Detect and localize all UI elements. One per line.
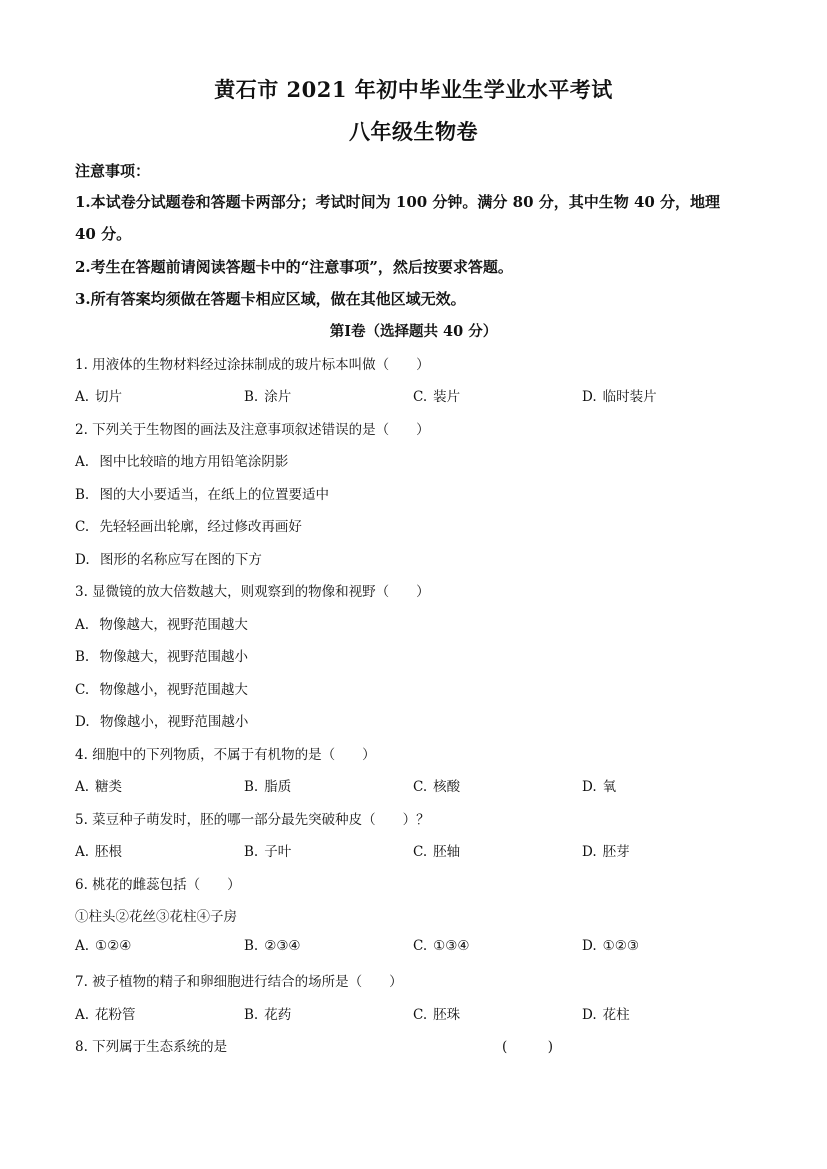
option-d: D. ①②③: [582, 938, 639, 954]
question-4-options: [0, 775, 827, 795]
option-a: A. 胚根: [75, 844, 123, 860]
option-c: C. 核酸: [413, 779, 461, 795]
question-3-option-a: A. 物像越大，视野范围越大: [75, 617, 248, 633]
question-2-option-a: A. 图中比较暗的地方用铅笔涂阴影: [75, 454, 289, 470]
question-7-stem: 7. 被子植物的精子和卵细胞进行结合的场所是（ ）: [75, 974, 403, 990]
option-c: C. 装片: [413, 389, 461, 405]
option-b: B. 子叶: [244, 844, 292, 860]
question-2-option-c: C. 先轻轻画出轮廓，经过修改再画好: [75, 519, 302, 535]
exam-title: 黄石市 2021 年初中毕业生学业水平考试: [214, 77, 613, 102]
answer-bracket: ( ): [502, 1039, 554, 1055]
option-b: B. 脂质: [244, 779, 292, 795]
question-5-stem: 5. 菜豆种子萌发时，胚的哪一部分最先突破种皮（ ）？: [75, 812, 430, 828]
option-a: A. ①②④: [75, 938, 132, 954]
question-6-stem: 6. 桃花的雌蕊包括（ ）: [75, 877, 241, 893]
exam-subtitle: 八年级生物卷: [349, 119, 478, 144]
option-b: B. 涂片: [244, 389, 292, 405]
option-a: A. 花粉管: [75, 1007, 136, 1023]
question-2-option-d: D. 图形的名称应写在图的下方: [75, 552, 262, 568]
option-a: A. 切片: [75, 389, 123, 405]
question-8-stem: 8. 下列属于生态系统的是: [75, 1039, 228, 1055]
question-6-sub: ①柱头②花丝③花柱④子房: [75, 909, 237, 925]
notice-item-1-cont: 40 分。: [75, 225, 132, 243]
notice-item-2: 2.考生在答题前请阅读答题卡中的“注意事项”，然后按要求答题。: [75, 258, 513, 276]
option-d: D. 氧: [582, 779, 617, 795]
question-3-option-b: B. 物像越大，视野范围越小: [75, 649, 249, 665]
option-d: D. 临时装片: [582, 389, 657, 405]
option-c: C. 胚珠: [413, 1007, 461, 1023]
option-b: B. 花药: [244, 1007, 292, 1023]
question-1-options: [0, 385, 827, 405]
question-3-stem: 3. 显微镜的放大倍数越大，则观察到的物像和视野（ ）: [75, 584, 430, 600]
question-3-option-d: D. 物像越小，视野范围越小: [75, 714, 249, 730]
question-2-option-b: B. 图的大小要适当，在纸上的位置要适中: [75, 487, 330, 503]
question-1-stem: 1. 用液体的生物材料经过涂抹制成的玻片标本叫做（ ）: [75, 357, 430, 373]
notice-heading: 注意事项：: [75, 162, 151, 180]
question-6-options: [0, 938, 827, 958]
option-d: D. 花柱: [582, 1007, 630, 1023]
question-5-options: [0, 840, 827, 860]
question-3-option-c: C. 物像越小，视野范围越大: [75, 682, 248, 698]
option-c: C. 胚轴: [413, 844, 461, 860]
question-4-stem: 4. 细胞中的下列物质，不属于有机物的是（ ）: [75, 747, 376, 763]
option-c: C. ①③④: [413, 938, 470, 954]
notice-item-3: 3.所有答案均须做在答题卡相应区域，做在其他区域无效。: [75, 290, 466, 308]
notice-item-1: 1.本试卷分试题卷和答题卡两部分；考试时间为 100 分钟。满分 80 分，其中生物 40 分，地理: [75, 193, 721, 211]
option-b: B. ②③④: [244, 938, 301, 954]
section-header: 第Ⅰ卷（选择题共 40 分）: [329, 323, 498, 340]
question-7-options: [0, 1003, 827, 1023]
option-d: D. 胚芽: [582, 844, 630, 860]
question-2-stem: 2. 下列关于生物图的画法及注意事项叙述错误的是（ ）: [75, 422, 430, 438]
option-a: A. 糖类: [75, 779, 123, 795]
